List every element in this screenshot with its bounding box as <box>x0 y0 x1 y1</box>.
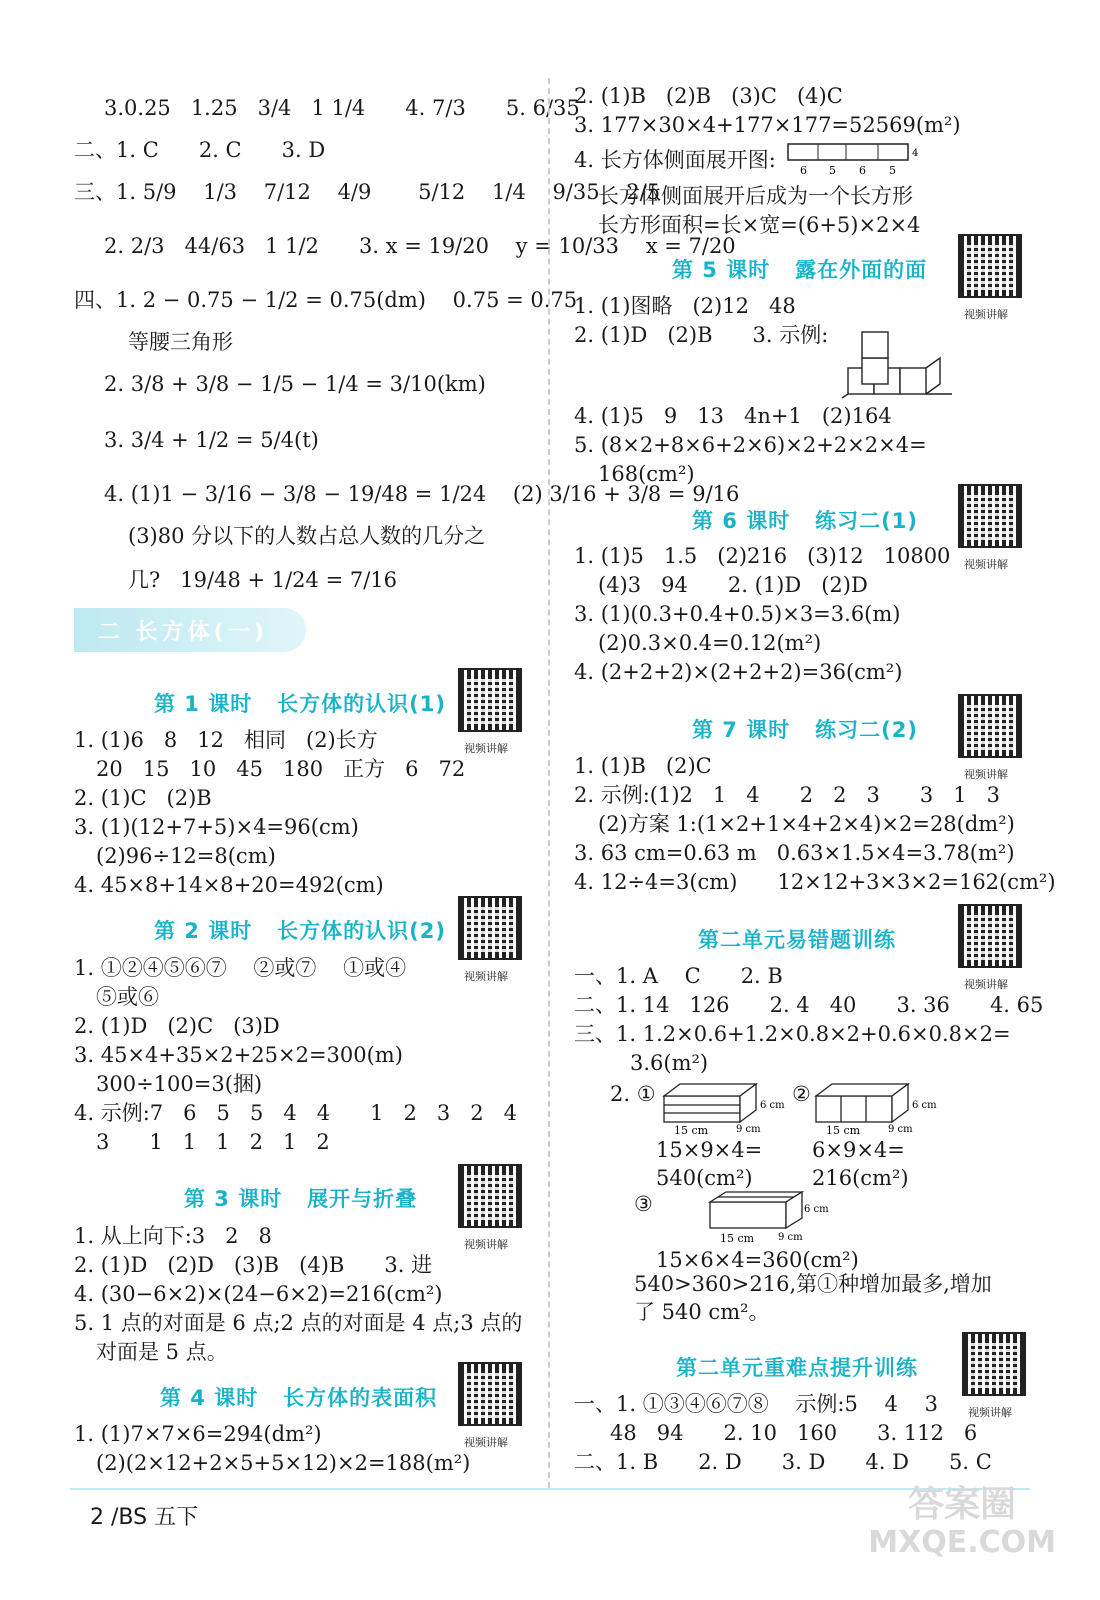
unit-error-line-3: 三、1. 1.2×0.6+1.2×0.8×2+0.6×0.8×2= <box>574 1022 1011 1046</box>
qr-code-icon[interactable] <box>458 896 522 960</box>
dim-width: 9 cm <box>736 1124 761 1135</box>
left-line-9: 4. (1)1 − 3/16 − 3/8 − 19/48 = 1/24 (2) 3/16 + 3/8 = 9/16 <box>104 482 740 506</box>
lesson1-line-4: 3. (1)(12+7+5)×4=96(cm) <box>74 815 359 839</box>
lesson3-line-5: 对面是 5 点。 <box>96 1340 228 1364</box>
lesson5-line-5: 168(cm²) <box>598 462 695 486</box>
qr-code-icon[interactable] <box>458 668 522 732</box>
watermark-url: MXQE.COM <box>868 1525 1056 1560</box>
qr-code-icon[interactable] <box>958 904 1022 968</box>
qr-label: 视频讲解 <box>964 308 1008 321</box>
lesson7-line-5: 4. 12÷4=3(cm) 12×12+3×3×2=162(cm²) <box>574 870 1056 894</box>
unit-hard-line-2: 48 94 2. 10 160 3. 112 6 <box>610 1421 978 1445</box>
lesson1-line-3: 2. (1)C (2)B <box>74 786 212 810</box>
lesson2-line-7: 3 1 1 1 2 1 2 <box>96 1130 330 1154</box>
right-line-5: 长方形面积=长×宽=(6+5)×2×4 <box>598 213 921 237</box>
lesson5-title: 第 5 课时 露在外面的面 <box>672 258 928 282</box>
qr-code-icon[interactable] <box>958 694 1022 758</box>
fig-tag-1: 2. ① <box>610 1082 656 1106</box>
cube-edge <box>926 358 940 394</box>
side-net-figure <box>786 140 926 176</box>
qr-label: 视频讲解 <box>964 978 1008 991</box>
lesson2-line-1: 1. ①②④⑤⑥⑦ ②或⑦ ①或④ <box>74 956 407 980</box>
lesson7-line-3: (2)方案 1:(1×2+1×4+2×4)×2=28(dm²) <box>598 812 1015 836</box>
cube-face <box>862 358 888 384</box>
lesson5-line-4: 5. (8×2+8×6+2×6)×2+2×2×4= <box>574 433 927 457</box>
dim-length: 15 cm <box>720 1232 755 1245</box>
cube-face <box>862 332 888 358</box>
net-label: 5 <box>889 164 896 177</box>
dim-height: 6 cm <box>804 1204 829 1215</box>
dim-height: 6 cm <box>912 1100 937 1111</box>
left-line-5: 四、1. 2 − 0.75 − 1/2 = 0.75(dm) 0.75 = 0.75 <box>74 288 578 312</box>
calc-2b: 216(cm²) <box>812 1166 909 1190</box>
net-label: 6 <box>859 164 866 177</box>
conclusion-2: 了 540 cm²。 <box>634 1300 770 1324</box>
unit-hard-line-1: 一、1. ①③④⑥⑦⑧ 示例:5 4 3 <box>574 1392 938 1416</box>
lesson6-line-2: (4)3 94 2. (1)D (2)D <box>598 573 868 597</box>
lesson5-line-1: 1. (1)图略 (2)12 48 <box>574 294 796 318</box>
qr-label: 视频讲解 <box>964 768 1008 781</box>
lesson1-title: 第 1 课时 长方体的认识(1) <box>154 692 446 716</box>
unit-error-title: 第二单元易错题训练 <box>698 928 896 952</box>
lesson6-title: 第 6 课时 练习二(1) <box>692 509 918 533</box>
dim-length: 15 cm <box>674 1124 709 1137</box>
calc-1a: 15×9×4= <box>656 1138 763 1162</box>
lesson7-line-2: 2. 示例:(1)2 1 4 2 2 3 3 1 3 <box>574 783 1001 807</box>
qr-label: 视频讲解 <box>464 970 508 983</box>
calc-3: 15×6×4=360(cm²) <box>656 1248 859 1272</box>
qr-code-icon[interactable] <box>458 1164 522 1228</box>
unit-error-line-1: 一、1. A C 2. B <box>574 964 783 988</box>
lesson6-line-5: 4. (2+2+2)×(2+2+2)=36(cm²) <box>574 660 903 684</box>
right-line-3: 4. 长方体侧面展开图: <box>574 148 776 172</box>
dim-height: 6 cm <box>760 1100 785 1111</box>
cube-face <box>900 368 926 394</box>
qr-code-icon[interactable] <box>458 1362 522 1426</box>
lesson2-line-3: 2. (1)D (2)C (3)D <box>74 1014 280 1038</box>
left-line-6: 等腰三角形 <box>128 330 233 354</box>
watermark-cn: 答案圈 <box>908 1484 1017 1525</box>
qr-code-icon[interactable] <box>962 1332 1026 1396</box>
left-line-7: 2. 3/8 + 3/8 − 1/5 − 1/4 = 3/10(km) <box>104 372 486 396</box>
right-line-1: 2. (1)B (2)B (3)C (4)C <box>574 84 843 108</box>
unit-error-line-2: 二、1. 14 126 2. 4 40 3. 36 4. 65 <box>574 993 1044 1017</box>
fig-tag-2: ② <box>792 1082 811 1106</box>
dim-width: 9 cm <box>888 1124 913 1135</box>
lesson2-line-4: 3. 45×4+35×2+25×2=300(m) <box>74 1043 403 1067</box>
dim-length: 15 cm <box>826 1124 861 1137</box>
lesson6-line-3: 3. (1)(0.3+0.4+0.5)×3=3.6(m) <box>574 602 901 626</box>
box-front <box>664 1096 740 1122</box>
left-line-1: 3.0.25 1.25 3/4 1 1/4 4. 7/3 5. 6/35 <box>104 96 580 120</box>
lesson7-title: 第 7 课时 练习二(2) <box>692 718 918 742</box>
qr-label: 视频讲解 <box>968 1406 1012 1419</box>
calc-2a: 6×9×4= <box>812 1138 905 1162</box>
box-front <box>816 1096 892 1122</box>
lesson3-line-4: 5. 1 点的对面是 6 点;2 点的对面是 4 点;3 点的 <box>74 1311 523 1335</box>
cube-edge <box>842 394 848 398</box>
left-line-4: 2. 2/3 44/63 1 1/2 3. x = 19/20 y = 10/33 x = 7/20 <box>104 234 736 258</box>
left-line-10: (3)80 分以下的人数占总人数的几分之 <box>128 524 486 548</box>
box-figure-2 <box>812 1078 937 1138</box>
lesson4-line-1: 1. (1)7×7×6=294(dm²) <box>74 1422 322 1446</box>
lesson6-line-1: 1. (1)5 1.5 (2)216 (3)12 10800 <box>574 544 951 568</box>
box-front <box>710 1202 786 1228</box>
lesson7-line-4: 3. 63 cm=0.63 m 0.63×1.5×4=3.78(m²) <box>574 841 1015 865</box>
chapter-title: 二 长方体(一) <box>98 620 268 645</box>
lesson4-title: 第 4 课时 长方体的表面积 <box>160 1386 438 1410</box>
lesson4-line-2: (2)(2×12+2×5+5×12)×2=188(m²) <box>96 1451 471 1475</box>
lesson7-line-1: 1. (1)B (2)C <box>574 754 712 778</box>
net-label: 5 <box>829 164 836 177</box>
qr-label: 视频讲解 <box>464 1436 508 1449</box>
lesson5-line-2: 2. (1)D (2)B 3. 示例: <box>574 323 829 347</box>
right-line-4: 长方体侧面展开后成为一个长方形 <box>598 184 913 208</box>
watermark <box>868 1486 1056 1562</box>
lesson1-line-6: 4. 45×8+14×8+20=492(cm) <box>74 873 384 897</box>
lesson2-line-2: ⑤或⑥ <box>96 985 159 1009</box>
lesson5-line-3: 4. (1)5 9 13 4n+1 (2)164 <box>574 404 892 428</box>
qr-label: 视频讲解 <box>464 1238 508 1251</box>
net-label: 4 <box>912 148 919 159</box>
page-footer: 2 /BS 五下 <box>90 1505 199 1530</box>
qr-code-icon[interactable] <box>958 234 1022 298</box>
net-rect <box>788 144 908 160</box>
lesson2-line-5: 300÷100=3(捆) <box>96 1072 263 1096</box>
lesson1-line-1: 1. (1)6 8 12 相同 (2)长方 <box>74 728 378 752</box>
net-label: 6 <box>800 164 807 177</box>
qr-label: 视频讲解 <box>964 558 1008 571</box>
left-line-11: 几? 19/48 + 1/24 = 7/16 <box>128 568 398 592</box>
chapter-banner <box>74 608 306 652</box>
lesson2-title: 第 2 课时 长方体的认识(2) <box>154 919 446 943</box>
left-line-3: 三、1. 5/9 1/3 7/12 4/9 5/12 1/4 9/35 2/5 <box>74 180 661 204</box>
qr-label: 视频讲解 <box>464 742 508 755</box>
lesson3-line-2: 2. (1)D (2)D (3)B (4)B 3. 进 <box>74 1253 433 1277</box>
dim-width: 9 cm <box>778 1232 803 1243</box>
lesson3-line-1: 1. 从上向下:3 2 8 <box>74 1224 272 1248</box>
cube-stack-figure <box>842 322 962 398</box>
lesson1-line-5: (2)96÷12=8(cm) <box>96 844 276 868</box>
right-line-2: 3. 177×30×4+177×177=52569(m²) <box>574 113 961 137</box>
unit-hard-line-3: 二、1. B 2. D 3. D 4. D 5. C <box>574 1450 992 1474</box>
conclusion-1: 540>360>216,第①种增加最多,增加 <box>634 1272 992 1296</box>
lesson3-line-3: 4. (30−6×2)×(24−6×2)=216(cm²) <box>74 1282 443 1306</box>
unit-hard-title: 第二单元重难点提升训练 <box>676 1356 918 1380</box>
lesson6-line-4: (2)0.3×0.4=0.12(m²) <box>598 631 822 655</box>
column-divider <box>548 78 550 1488</box>
qr-code-icon[interactable] <box>958 484 1022 548</box>
left-line-8: 3. 3/4 + 1/2 = 5/4(t) <box>104 428 319 452</box>
calc-1b: 540(cm²) <box>656 1166 753 1190</box>
box-figure-3 <box>706 1188 829 1246</box>
lesson2-line-6: 4. 示例:7 6 5 5 4 4 1 2 3 2 4 <box>74 1101 518 1125</box>
box-figure-1 <box>660 1078 785 1138</box>
unit-error-line-4: 3.6(m²) <box>630 1051 709 1075</box>
lesson3-title: 第 3 课时 展开与折叠 <box>184 1187 418 1211</box>
lesson1-line-2: 20 15 10 45 180 正方 6 72 <box>96 757 466 781</box>
left-line-2: 二、1. C 2. C 3. D <box>74 138 326 162</box>
fig-tag-3: ③ <box>634 1192 653 1216</box>
